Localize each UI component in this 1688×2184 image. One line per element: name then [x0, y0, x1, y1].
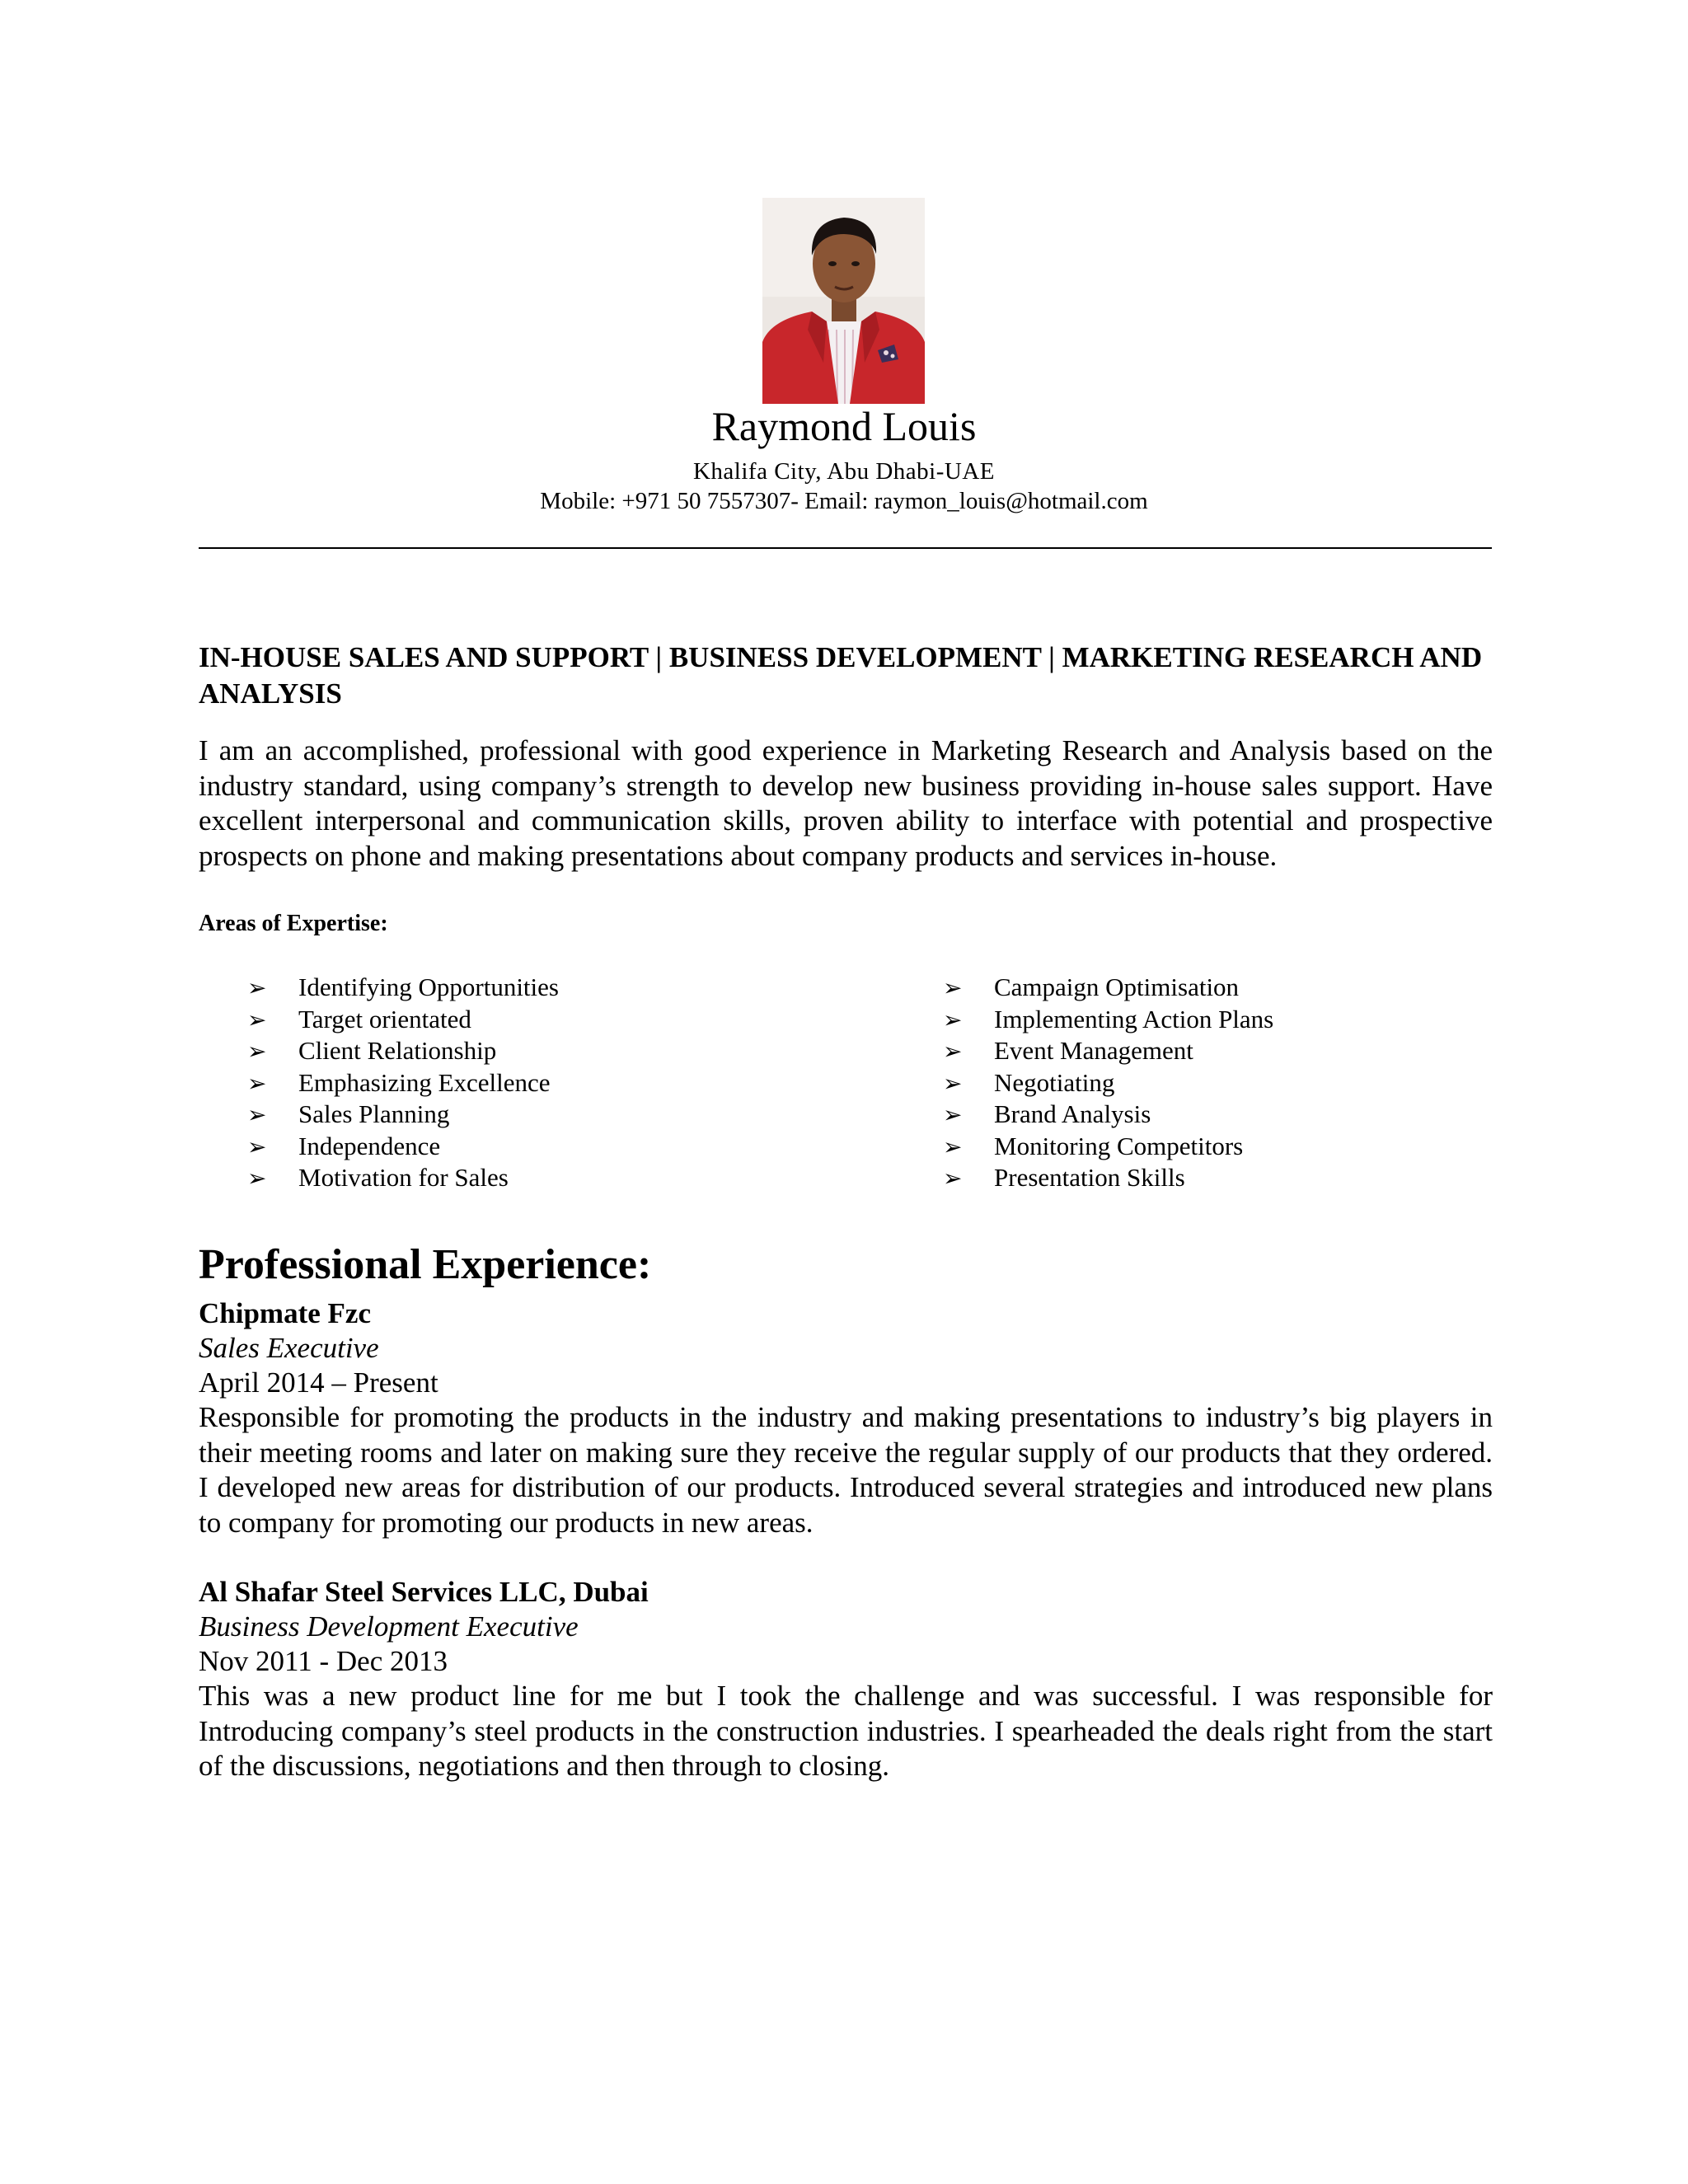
expertise-list-right: [943, 972, 1273, 1194]
skill-label: Sales Planning: [298, 1099, 450, 1128]
arrow-bullet-icon: ➢: [943, 1071, 963, 1097]
candidate-contact: Mobile: +971 50 7557307- Email: raymon_louis@hotmail.com: [540, 488, 1148, 514]
list-item: [943, 1162, 1273, 1194]
professional-summary: I am an accomplished, professional with good experience in Marketing Research and Analysis based on the industry standard, using company’s strength to develop new business providing in-house sales support. Have excellent interpersonal and communication skills, proven ability to interface with potential and prospective prospects on phone and making presentations about company products and services in-house.: [199, 734, 1493, 872]
skill-label: Presentation Skills: [994, 1163, 1185, 1192]
expertise-list-left: [247, 972, 559, 1194]
list-item: [943, 1067, 1273, 1099]
arrow-bullet-icon: ➢: [943, 1039, 963, 1065]
list-item: [247, 1162, 559, 1194]
arrow-bullet-icon: ➢: [247, 976, 267, 1001]
list-item: [943, 1099, 1273, 1131]
skill-label: Motivation for Sales: [298, 1163, 509, 1192]
job-entry: [199, 1575, 1493, 1784]
job-company: Al Shafar Steel Services LLC, Dubai: [199, 1576, 649, 1608]
job-description: This was a new product line for me but I took the challenge and was successful. I was responsible for Introducing company’s steel products in the construction industries. I spearheaded the deals right from the start of the discussions, negotiations and then through to closing.: [199, 1680, 1493, 1782]
skill-label: Identifying Opportunities: [298, 972, 559, 1001]
arrow-bullet-icon: ➢: [943, 976, 963, 1001]
arrow-bullet-icon: ➢: [943, 1134, 963, 1160]
list-item: [943, 1131, 1273, 1163]
profile-photo-image: [762, 198, 925, 404]
list-item: [943, 972, 1273, 1004]
list-item: [943, 1035, 1273, 1067]
skill-label: Client Relationship: [298, 1036, 497, 1065]
expertise-title: Areas of Expertise:: [199, 911, 388, 936]
job-description: Responsible for promoting the products in the industry and making presentations to industry’s big players in their meeting rooms and later on making sure they receive the regular supply of our products that they ordered. I developed new areas for distribution of our products. Introduced several strategies and introduced new plans to company for promoting our products in new areas.: [199, 1401, 1493, 1539]
candidate-name: Raymond Louis: [711, 403, 977, 449]
profile-photo: [762, 198, 925, 404]
skill-label: Implementing Action Plans: [994, 1004, 1274, 1033]
skill-label: Monitoring Competitors: [994, 1131, 1244, 1160]
job-dates: April 2014 – Present: [199, 1366, 438, 1399]
list-item: [247, 1067, 559, 1099]
candidate-address: Khalifa City, Abu Dhabi-UAE: [692, 458, 995, 485]
arrow-bullet-icon: ➢: [943, 1166, 963, 1192]
list-item: [247, 1004, 559, 1036]
list-item: [943, 1004, 1273, 1036]
skill-label: Emphasizing Excellence: [298, 1067, 551, 1097]
arrow-bullet-icon: ➢: [247, 1134, 267, 1160]
job-company: Chipmate Fzc: [199, 1297, 371, 1329]
job-role: Sales Executive: [199, 1332, 379, 1364]
arrow-bullet-icon: ➢: [247, 1007, 267, 1033]
skill-label: Event Management: [994, 1036, 1193, 1065]
professional-headline: IN-HOUSE SALES AND SUPPORT | BUSINESS DEVELOPMENT | MARKETING RESEARCH AND ANALYSIS: [199, 641, 1483, 710]
arrow-bullet-icon: ➢: [247, 1103, 267, 1128]
arrow-bullet-icon: ➢: [247, 1071, 267, 1097]
list-item: [247, 1099, 559, 1131]
arrow-bullet-icon: ➢: [943, 1007, 963, 1033]
skill-label: Target orientated: [298, 1004, 471, 1033]
header-divider: [199, 547, 1492, 549]
arrow-bullet-icon: ➢: [247, 1166, 267, 1192]
skill-label: Negotiating: [994, 1067, 1115, 1097]
skill-label: Campaign Optimisation: [994, 972, 1240, 1001]
list-item: [247, 972, 559, 1004]
job-role: Business Development Executive: [199, 1610, 579, 1643]
list-item: [247, 1035, 559, 1067]
arrow-bullet-icon: ➢: [247, 1039, 267, 1065]
list-item: [247, 1131, 559, 1163]
skill-label: Independence: [298, 1131, 441, 1160]
job-dates: Nov 2011 - Dec 2013: [199, 1645, 448, 1677]
job-entry: [199, 1296, 1493, 1540]
experience-section-title: Professional Experience:: [199, 1241, 652, 1288]
arrow-bullet-icon: ➢: [943, 1103, 963, 1128]
skill-label: Brand Analysis: [994, 1099, 1151, 1128]
